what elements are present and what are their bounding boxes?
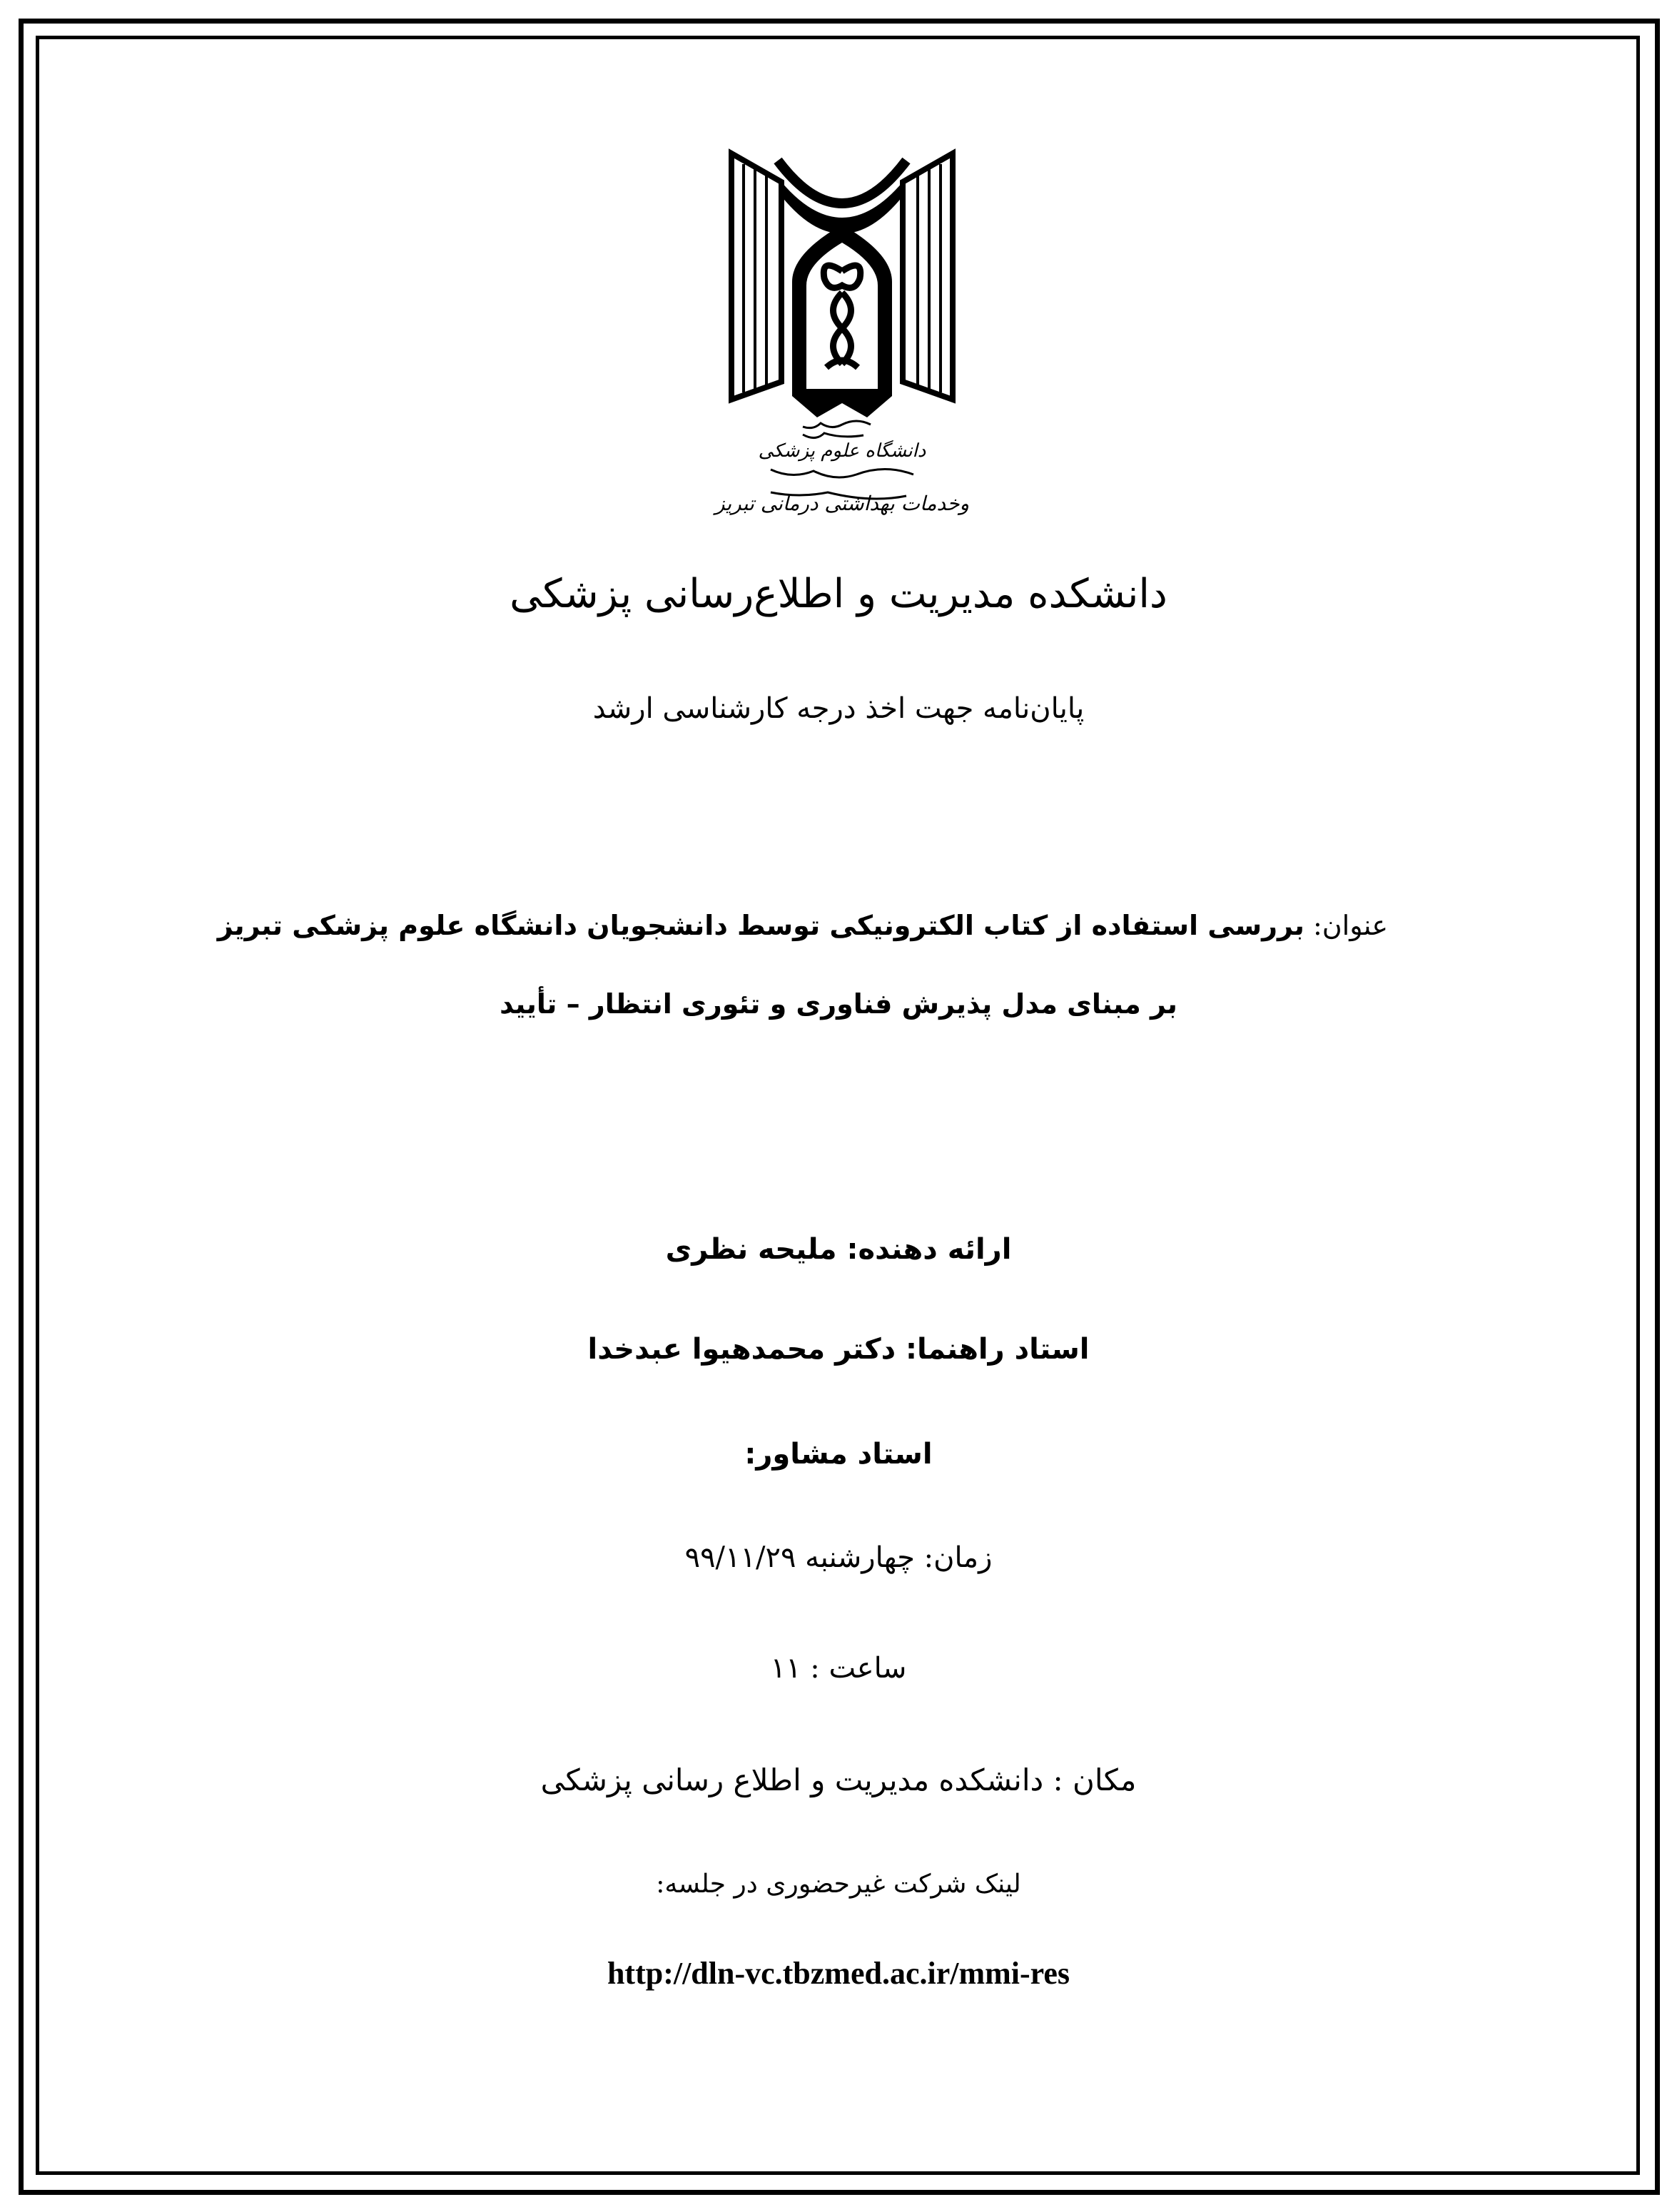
thesis-title-line-2: بر مبنای مدل پذیرش فناوری و تئوری انتظار – تأیید: [500, 988, 1177, 1020]
advisor: استاد مشاور:: [744, 1438, 933, 1471]
emblem-caption-2: وخدمات بهداشتی درمانی تبریز: [714, 492, 970, 515]
emblem-caption-1: دانشگاه علوم پزشکی: [758, 440, 926, 462]
session-date: زمان: چهارشنبه ۹۹/۱۱/۲۹: [684, 1541, 993, 1574]
session-hour: ساعت : ۱۱: [770, 1652, 907, 1685]
title-text-1: بررسی استفاده از کتاب الکترونیکی توسط دانشجویان دانشگاه علوم پزشکی تبریز: [217, 910, 1304, 941]
degree-line: پایان‌نامه جهت اخذ درجه کارشناسی ارشد: [592, 692, 1085, 725]
university-emblem-icon: [699, 139, 985, 532]
presenter: ارائه دهنده: ملیحه نظری: [665, 1233, 1012, 1266]
thesis-title-line-1: [218, 910, 1388, 941]
online-link-label: لینک شرکت غیرحضوری در جلسه:: [656, 1869, 1021, 1899]
online-session-link[interactable]: http://dln-vc.tbzmed.ac.ir/mmi-res: [607, 1956, 1070, 1991]
session-place: مکان : دانشکده مدیریت و اطلاع رسانی پزشکی: [540, 1762, 1137, 1797]
title-label: عنوان:: [1312, 910, 1388, 941]
faculty-name: دانشکده مدیریت و اطلاع‌رسانی پزشکی: [510, 571, 1167, 617]
supervisor: استاد راهنما: دکتر محمدهیوا عبدخدا: [587, 1333, 1090, 1366]
